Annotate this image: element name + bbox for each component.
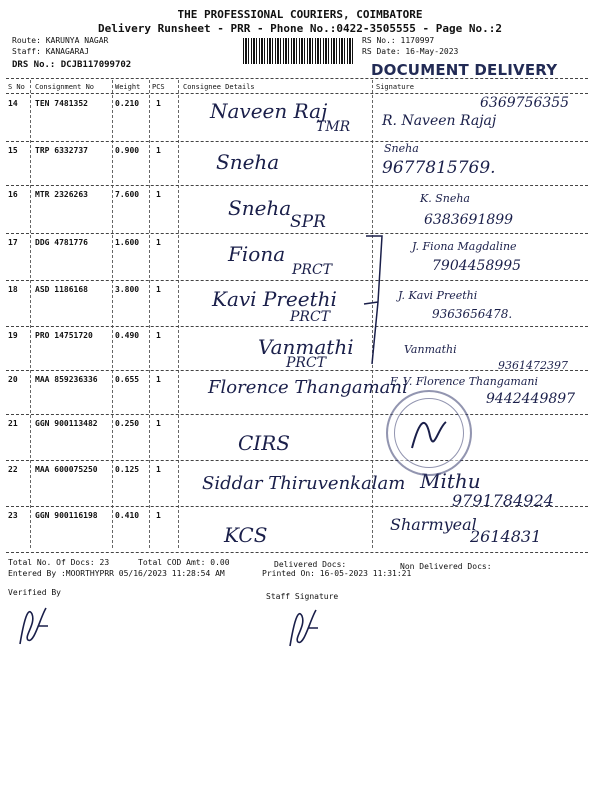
consignee-name: Naveen Raj: [210, 99, 328, 123]
cell-consignment: MTR 2326263: [35, 190, 88, 199]
divider: [6, 93, 588, 94]
consignee-name: Sneha: [228, 196, 292, 220]
col-consignee: Consignee Details: [183, 83, 255, 91]
col-consignment: Consignment No: [35, 83, 95, 91]
cell-s-no: 20: [8, 375, 18, 384]
divider: [6, 78, 588, 79]
cell-s-no: 18: [8, 285, 18, 294]
bracket-mark: [360, 232, 390, 372]
cell-consignment: MAA 600075250: [35, 465, 98, 474]
receiver-signature: Sneha: [384, 142, 419, 155]
cell-pcs: 1: [156, 331, 161, 340]
route-label: Route: KARUNYA NAGAR: [12, 36, 109, 45]
cell-weight: 0.210: [115, 99, 140, 108]
row-divider: [6, 552, 588, 553]
delivered-docs: Delivered Docs:: [274, 560, 347, 569]
receiver-phone: 9442449897: [486, 391, 576, 407]
cell-s-no: 23: [8, 511, 18, 520]
cell-pcs: 1: [156, 238, 161, 247]
runsheet-subtitle: Delivery Runsheet - PRR - Phone No.:0422-3505555 - Page No.:2: [98, 22, 502, 35]
receiver-phone: 9791784924: [452, 491, 554, 510]
cell-consignment: GGN 900113482: [35, 419, 98, 428]
cell-consignment: MAA 859236336: [35, 375, 98, 384]
table-row: [0, 95, 600, 147]
col-signature: Signature: [376, 83, 414, 91]
entered-by: Entered By :MOORTHYPRR 05/16/2023 11:28:54 AM: [8, 569, 225, 578]
cell-weight: 0.125: [115, 465, 140, 474]
consignee-name: Vanmathi: [258, 335, 354, 359]
table-row: [0, 186, 600, 238]
cell-pcs: 1: [156, 419, 161, 428]
rs-no-label: RS No.: 1170997: [362, 36, 435, 45]
cell-s-no: 21: [8, 419, 18, 428]
cell-pcs: 1: [156, 146, 161, 155]
receiver-phone: 9677815769.: [382, 158, 496, 178]
staff-signature: [284, 602, 324, 652]
cell-weight: 0.410: [115, 511, 140, 520]
company-title: THE PROFESSIONAL COURIERS, COIMBATORE: [177, 8, 423, 21]
receiver-signature: F. V. Florence Thangamani: [390, 375, 538, 388]
receiver-signature: J. Kavi Preethi: [398, 289, 478, 302]
consignee-place: TMR: [316, 119, 351, 135]
cell-pcs: 1: [156, 190, 161, 199]
cell-weight: 0.490: [115, 331, 140, 340]
consignee-name: Kavi Preethi: [212, 287, 337, 311]
cell-consignment: PRO 14751720: [35, 331, 93, 340]
receiver-signature: Mithu: [420, 469, 481, 493]
cell-pcs: 1: [156, 375, 161, 384]
cell-weight: 3.800: [115, 285, 140, 294]
consignee-name: Florence Thangamani: [208, 377, 408, 398]
cell-s-no: 16: [8, 190, 18, 199]
cell-pcs: 1: [156, 285, 161, 294]
receiver-phone: 9361472397: [498, 359, 568, 372]
total-docs: Total No. Of Docs: 23: [8, 558, 110, 567]
verified-by-label: Verified By: [8, 588, 61, 597]
consignee-place: SPR: [290, 212, 326, 232]
consignee-name: CIRS: [238, 431, 290, 455]
cell-s-no: 14: [8, 99, 18, 108]
receiver-phone: 9363656478.: [432, 307, 513, 321]
staff-label: Staff: KANAGARAJ: [12, 47, 90, 56]
cell-consignment: GGN 900116198: [35, 511, 98, 520]
column-headers: [0, 80, 600, 94]
cell-weight: 0.655: [115, 375, 140, 384]
cell-weight: 1.600: [115, 238, 140, 247]
table-row: [0, 234, 600, 286]
document-delivery-stamp: DOCUMENT DELIVERY: [371, 61, 558, 79]
consignee-place: PRCT: [290, 309, 331, 325]
cell-weight: 0.900: [115, 146, 140, 155]
staff-signature-label: Staff Signature: [266, 592, 339, 601]
cell-weight: 0.250: [115, 419, 140, 428]
receiver-signature: Sharmyeal: [390, 515, 477, 534]
receiver-phone: 6383691899: [424, 212, 514, 228]
consignee-name: Siddar Thiruvenkalam: [202, 473, 406, 494]
consignee-name: Fiona: [228, 242, 286, 266]
total-cod: Total COD Amt: 0.00: [138, 558, 230, 567]
cell-consignment: TEN 7481352: [35, 99, 88, 108]
cell-pcs: 1: [156, 465, 161, 474]
receiver-signature: K. Sneha: [420, 192, 470, 205]
barcode: [243, 38, 353, 64]
verifier-signature: [14, 600, 54, 650]
consignee-place: PRCT: [286, 355, 327, 371]
non-delivered-docs: Non Delivered Docs:: [400, 562, 492, 571]
printed-on: Printed On: 16-05-2023 11:31:21: [262, 569, 412, 578]
cell-s-no: 22: [8, 465, 18, 474]
drs-label: DRS No.: DCJB117099702: [12, 60, 132, 70]
col-pcs: PCS: [152, 83, 165, 91]
cell-pcs: 1: [156, 99, 161, 108]
cell-s-no: 19: [8, 331, 18, 340]
cell-consignment: DDG 4781776: [35, 238, 88, 247]
receiver-phone: 2614831: [470, 527, 542, 546]
col-s-no: S No: [8, 83, 25, 91]
receiver-signature: J. Fiona Magdaline: [412, 240, 517, 253]
receiver-signature: Vanmathi: [404, 343, 457, 356]
consignee-name: Sneha: [216, 150, 280, 174]
col-weight: Weight: [115, 83, 141, 91]
consignee-place: PRCT: [292, 262, 333, 278]
receiver-phone: 7904458995: [432, 258, 522, 274]
cell-consignment: ASD 1186168: [35, 285, 88, 294]
cell-consignment: TRP 6332737: [35, 146, 88, 155]
cell-s-no: 17: [8, 238, 18, 247]
rs-date-label: RS Date: 16-May-2023: [362, 47, 459, 56]
cell-s-no: 15: [8, 146, 18, 155]
receiver-signature: R. Naveen Rajaj: [382, 113, 497, 129]
cell-weight: 7.600: [115, 190, 140, 199]
seal-signature: [404, 408, 454, 458]
cell-pcs: 1: [156, 511, 161, 520]
receiver-phone: 6369756355: [480, 95, 570, 111]
consignee-name: KCS: [224, 523, 268, 547]
